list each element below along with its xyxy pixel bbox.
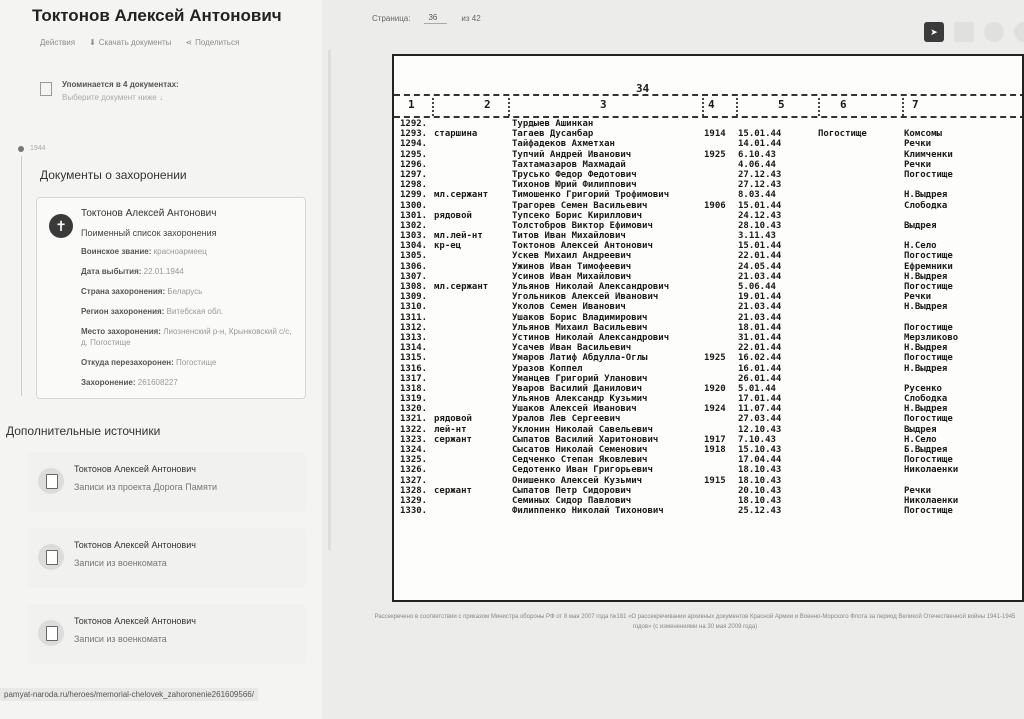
- table-cell: Ульянов Михаил Васильевич: [512, 322, 648, 333]
- table-cell: Усинов Иван Михайлович: [512, 271, 632, 282]
- table-cell: 1326.: [400, 465, 428, 476]
- table-cell: 1918: [704, 445, 726, 455]
- col-header-6: 6: [840, 98, 847, 111]
- actions-label: Действия: [40, 38, 76, 47]
- table-cell: Н.Выдрея: [904, 271, 948, 282]
- table-cell: 16.02.44: [738, 353, 782, 364]
- table-cell: Н.Село: [904, 241, 937, 252]
- documents-icon: [40, 82, 52, 96]
- table-cell: 1920: [704, 383, 726, 394]
- header-divider: [394, 116, 1024, 118]
- table-cell: Климченки: [904, 149, 953, 160]
- table-cell: Выдрея: [904, 424, 937, 435]
- col-header-7: 7: [912, 98, 919, 111]
- table-cell: 18.10.43: [738, 465, 782, 476]
- table-cell: 28.10.43: [738, 220, 782, 231]
- table-cell: 16.01.44: [738, 363, 782, 374]
- table-cell: Ефремники: [904, 261, 953, 272]
- table-cell: Речки: [904, 139, 932, 150]
- table-cell: 24.12.43: [738, 210, 782, 221]
- table-cell: старшина: [434, 129, 478, 140]
- field-value: Витебская обл.: [166, 307, 224, 316]
- table-cell: 31.01.44: [738, 332, 782, 343]
- table-cell: Трагорев Семен Васильевич: [512, 200, 648, 211]
- table-cell: 1303.: [400, 231, 428, 242]
- download-button[interactable]: [89, 38, 171, 47]
- page-number-input[interactable]: 36: [424, 13, 447, 24]
- cursor-tool-button[interactable]: [924, 22, 944, 42]
- field-label: Страна захоронения:: [81, 287, 166, 296]
- col-header-1: 1: [408, 98, 415, 111]
- table-cell: 1310.: [400, 302, 428, 313]
- table-cell: 20.10.43: [738, 485, 782, 496]
- field-value: Беларусь: [167, 287, 203, 296]
- col-header-4: 4: [708, 98, 715, 111]
- table-cell: 1328.: [400, 485, 428, 496]
- table-cell: Тагаев Дусанбар: [512, 129, 594, 140]
- source-name: Токтонов Алексей Антонович: [74, 464, 196, 474]
- table-cell: 1325.: [400, 455, 428, 466]
- table-cell: 26.01.44: [738, 373, 782, 384]
- field-value: Лиозненский р-н, Крынковский с/с, д. Погостище: [81, 327, 292, 347]
- left-panel: [0, 0, 322, 719]
- table-cell: 4.06.44: [738, 159, 776, 170]
- scrollbar[interactable]: [328, 50, 331, 550]
- table-cell: 21.03.44: [738, 312, 782, 323]
- field-country: [81, 286, 293, 297]
- table-cell: Титов Иван Михайлович: [512, 231, 626, 242]
- table-cell: Погостище: [904, 282, 953, 292]
- col-separator: [902, 98, 904, 116]
- table-cell: 1301.: [400, 210, 428, 221]
- table-cell: Уваров Василий Данилович: [512, 383, 643, 394]
- table-cell: 25.12.43: [738, 506, 782, 517]
- table-cell: Усачев Иван Васильевич: [512, 343, 632, 354]
- status-url: pamyat-naroda.ru/heroes/memorial-chelovek_zahoronenie261609566/: [0, 688, 258, 701]
- table-cell: 1304.: [400, 241, 428, 252]
- table-cell: 1313.: [400, 332, 428, 343]
- table-cell: 1322.: [400, 424, 428, 435]
- col-separator: [736, 98, 738, 116]
- table-cell: Погостище: [818, 129, 867, 140]
- table-cell: 1308.: [400, 282, 428, 292]
- field-place: [81, 326, 293, 348]
- source-name: Токтонов Алексей Антонович: [74, 616, 196, 626]
- declassification-note: Рассекречено в соответствии с приказом Министра обороны РФ от 8 мая 2007 года №181 «О рассекречивании архивных документов Красной Армии и Военно-Морского Флота за период Великой Отечественной войны 1941-1945 годов» (с изменениями на 30 мая 2009 года): [374, 614, 1016, 630]
- field-rank: [81, 246, 293, 257]
- field-region: [81, 306, 293, 317]
- table-cell: Тупсеко Борис Кириллович: [512, 210, 643, 221]
- table-cell: 1297.: [400, 169, 428, 180]
- table-cell: Уколов Семен Иванович: [512, 302, 626, 313]
- table-cell: 17.01.44: [738, 394, 782, 405]
- table-cell: 1311.: [400, 312, 428, 323]
- action-bar: [40, 38, 239, 47]
- table-cell: 1925: [704, 149, 726, 160]
- table-cell: 1312.: [400, 322, 428, 333]
- mention-block: [40, 80, 179, 102]
- table-cell: 1915: [704, 475, 726, 486]
- document-icon: [38, 544, 64, 570]
- field-label: Регион захоронения:: [81, 307, 165, 316]
- table-cell: Русенко: [904, 383, 942, 394]
- col-header-2: 2: [484, 98, 491, 111]
- viewer-toolbar: [924, 22, 1024, 42]
- table-cell: Погостище: [904, 322, 953, 333]
- field-label: Место захоронения:: [81, 327, 161, 336]
- table-cell: Речки: [904, 292, 932, 303]
- source-item[interactable]: [28, 604, 306, 664]
- table-cell: 1315.: [400, 353, 428, 364]
- table-cell: Погостище: [904, 251, 953, 262]
- table-cell: Николаенки: [904, 465, 959, 476]
- timeline-year: 1944: [30, 145, 46, 152]
- table-cell: Уразов Коппел: [512, 363, 583, 374]
- download-label: Скачать документы: [98, 38, 172, 47]
- table-cell: 27.03.44: [738, 414, 782, 425]
- table-cell: Слободка: [904, 200, 948, 211]
- table-cell: кр-ец: [434, 241, 462, 252]
- table-cell: сержант: [434, 434, 472, 445]
- table-cell: мл.сержант: [434, 190, 489, 201]
- table-cell: Ульянов Александр Кузьмич: [512, 394, 648, 405]
- table-cell: Ушаков Борис Владимирович: [512, 312, 648, 323]
- table-cell: 1305.: [400, 251, 428, 262]
- table-cell: 1321.: [400, 414, 428, 425]
- table-cell: Погостище: [904, 455, 953, 466]
- table-cell: Слободка: [904, 394, 948, 405]
- table-cell: Погостище: [904, 506, 953, 517]
- table-cell: Токтонов Алексей Антонович: [512, 241, 653, 252]
- table-cell: Погостище: [904, 353, 953, 364]
- extra-sources-heading: Дополнительные источники: [6, 424, 161, 438]
- col-separator: [702, 98, 704, 116]
- col-separator: [432, 98, 434, 116]
- table-cell: Трусько Федор Федотович: [512, 169, 637, 180]
- table-cell: Тайфадеков Ахметхан: [512, 139, 615, 150]
- pager-label: Страница:: [372, 14, 411, 23]
- table-cell: 1329.: [400, 495, 428, 506]
- table-cell: Ужинов Иван Тимофеевич: [512, 261, 632, 272]
- table-cell: 1292.: [400, 119, 428, 129]
- field-label: Дата выбытия:: [81, 267, 142, 276]
- table-cell: 12.10.43: [738, 424, 782, 435]
- col-separator: [508, 98, 510, 116]
- table-cell: 1324.: [400, 445, 428, 455]
- table-cell: Уралов Лев Сергеевич: [512, 414, 621, 425]
- download-icon: ⬇: [89, 38, 96, 47]
- table-cell: рядовой: [434, 210, 472, 221]
- table-cell: 8.03.44: [738, 190, 776, 201]
- share-icon: ⋖: [185, 38, 193, 47]
- source-desc: Записи из военкомата: [74, 634, 167, 644]
- table-cell: Сысатов Николай Семенович: [512, 445, 648, 455]
- document-viewer[interactable]: [392, 54, 1024, 602]
- table-cell: Сыпатов Василий Харитонович: [512, 434, 659, 445]
- field-label: Захоронение:: [81, 378, 136, 387]
- table-cell: Б.Выдрея: [904, 445, 948, 455]
- source-name: Токтонов Алексей Антонович: [74, 540, 196, 550]
- field-label: Откуда перезахоронен:: [81, 358, 174, 367]
- table-cell: 5.06.44: [738, 282, 776, 292]
- table-cell: Тупчий Андрей Иванович: [512, 149, 632, 160]
- table-cell: Н.Выдрея: [904, 302, 948, 313]
- table-cell: 7.10.43: [738, 434, 776, 445]
- share-label: Поделиться: [195, 38, 240, 47]
- zoom-out-button[interactable]: [1014, 22, 1024, 42]
- table-cell: Н.Выдрея: [904, 363, 948, 374]
- table-cell: 15.01.44: [738, 200, 782, 211]
- zoom-in-button[interactable]: [984, 22, 1004, 42]
- table-cell: 1294.: [400, 139, 428, 150]
- table-cell: 18.10.43: [738, 495, 782, 506]
- table-cell: 19.01.44: [738, 292, 782, 303]
- table-cell: Н.Выдрея: [904, 404, 948, 415]
- table-cell: 1307.: [400, 271, 428, 282]
- table-cell: Онишенко Алексей Кузьмич: [512, 475, 643, 486]
- table-cell: 21.03.44: [738, 271, 782, 282]
- table-cell: 1295.: [400, 149, 428, 160]
- document-icon: [38, 620, 64, 646]
- field-date: [81, 266, 293, 277]
- table-cell: Филиппенко Николай Тихонович: [512, 506, 664, 517]
- table-cell: Уманцев Григорий Уланович: [512, 373, 648, 384]
- table-cell: 27.12.43: [738, 169, 782, 180]
- field-value: красноармеец: [153, 247, 207, 256]
- field-label: Воинское звание:: [81, 247, 152, 256]
- copy-button[interactable]: [954, 22, 974, 42]
- table-cell: Комсомы: [904, 129, 942, 140]
- table-cell: 1309.: [400, 292, 428, 303]
- field-value: 22.01.1944: [143, 267, 184, 276]
- table-cell: Турдыев Ашинкан: [512, 119, 594, 129]
- table-cell: Семиных Сидор Павлович: [512, 495, 632, 506]
- table-cell: 1330.: [400, 506, 428, 517]
- mention-link[interactable]: Выберите документ ниже ↓: [62, 93, 163, 102]
- table-cell: 17.04.44: [738, 455, 782, 466]
- table-cell: 1319.: [400, 394, 428, 405]
- source-desc: Записи из военкомата: [74, 558, 167, 568]
- mention-title: Упоминается в 4 документах:: [62, 80, 179, 89]
- actions-button[interactable]: [40, 38, 75, 47]
- table-cell: 1316.: [400, 363, 428, 374]
- table-cell: 1293.: [400, 129, 428, 140]
- cursor-icon: ➤: [930, 27, 938, 37]
- table-cell: 1925: [704, 353, 726, 364]
- table-cell: 1318.: [400, 383, 428, 394]
- document-page-number: 34: [636, 82, 650, 95]
- table-cell: Ушаков Алексей Иванович: [512, 404, 637, 415]
- table-cell: мл.сержант: [434, 282, 489, 292]
- table-cell: 1924: [704, 404, 726, 415]
- table-cell: 14.01.44: [738, 139, 782, 150]
- source-item[interactable]: [28, 452, 306, 512]
- burial-card-name: Токтонов Алексей Антонович: [81, 208, 217, 219]
- table-cell: 1320.: [400, 404, 428, 415]
- table-cell: мл.лей-нт: [434, 231, 483, 242]
- table-cell: Тимошенко Григорий Трофимович: [512, 190, 670, 201]
- field-burial-id: [81, 377, 293, 388]
- table-cell: 11.07.44: [738, 404, 782, 415]
- table-cell: Умаров Латиф Абдулла-Оглы: [512, 353, 648, 364]
- source-item[interactable]: [28, 528, 306, 588]
- table-cell: Речки: [904, 159, 932, 170]
- table-cell: 27.12.43: [738, 180, 782, 191]
- table-cell: 1323.: [400, 434, 428, 445]
- table-cell: Уклонин Николай Савельевич: [512, 424, 653, 435]
- table-cell: Погостище: [904, 169, 953, 180]
- table-cell: 5.01.44: [738, 383, 776, 394]
- table-cell: 3.11.43: [738, 231, 776, 242]
- table-cell: 1296.: [400, 159, 428, 170]
- table-cell: 1914: [704, 129, 726, 140]
- burial-heading: Документы о захоронении: [40, 168, 187, 182]
- table-cell: Мерзликово: [904, 332, 959, 343]
- table-cell: рядовой: [434, 414, 472, 425]
- document-icon: [38, 468, 64, 494]
- table-cell: Ускев Михаил Андреевич: [512, 251, 632, 262]
- table-cell: 1314.: [400, 343, 428, 354]
- burial-card[interactable]: [36, 197, 306, 399]
- table-cell: Погостище: [904, 414, 953, 425]
- table-cell: Речки: [904, 485, 932, 496]
- table-cell: 1327.: [400, 475, 428, 486]
- table-cell: 6.10.43: [738, 149, 776, 160]
- burial-card-doc-type: Поименный список захоронения: [81, 228, 217, 238]
- table-cell: Толстобров Виктор Ефимович: [512, 220, 653, 231]
- table-cell: 21.03.44: [738, 302, 782, 313]
- timeline-dot: [18, 146, 24, 152]
- col-header-3: 3: [600, 98, 607, 111]
- source-desc: Записи из проекта Дорога Памяти: [74, 482, 217, 492]
- table-cell: Седченко Степан Яковлевич: [512, 455, 648, 466]
- field-value: Погостище: [176, 358, 217, 367]
- col-separator: [818, 98, 820, 116]
- table-cell: Угольников Алексей Иванович: [512, 292, 659, 303]
- table-cell: 1306.: [400, 261, 428, 272]
- table-cell: сержант: [434, 485, 472, 496]
- table-cell: 1299.: [400, 190, 428, 201]
- table-cell: 1917: [704, 434, 726, 445]
- table-cell: Седотенко Иван Григорьевич: [512, 465, 653, 476]
- table-cell: 1300.: [400, 200, 428, 211]
- table-cell: Тахтамазаров Махмадай: [512, 159, 626, 170]
- pager-total: из 42: [461, 14, 481, 23]
- table-cell: 18.01.44: [738, 322, 782, 333]
- table-cell: 22.01.44: [738, 343, 782, 354]
- table-cell: 18.10.43: [738, 475, 782, 486]
- table-cell: Н.Выдрея: [904, 190, 948, 201]
- field-reburied-from: [81, 357, 293, 368]
- table-cell: Сыпатов Петр Сидорович: [512, 485, 632, 496]
- table-cell: Выдрея: [904, 220, 937, 231]
- cross-icon: ✝: [49, 214, 73, 238]
- table-cell: 1302.: [400, 220, 428, 231]
- table-cell: Ульянов Николай Александрович: [512, 282, 670, 292]
- table-cell: Н.Выдрея: [904, 343, 948, 354]
- person-title: Токтонов Алексей Антонович: [32, 6, 282, 25]
- table-cell: Тихонов Юрий Филиппович: [512, 180, 637, 191]
- share-button[interactable]: [185, 38, 239, 47]
- col-header-5: 5: [778, 98, 785, 111]
- table-cell: лей-нт: [434, 424, 467, 435]
- field-value: 261608227: [137, 378, 178, 387]
- table-cell: 24.05.44: [738, 261, 782, 272]
- table-cell: 1906: [704, 200, 726, 211]
- table-cell: 15.01.44: [738, 129, 782, 140]
- header-divider: [394, 94, 1024, 96]
- table-cell: Н.Село: [904, 434, 937, 445]
- timeline-line: [21, 156, 22, 396]
- table-cell: 1298.: [400, 180, 428, 191]
- pager: [372, 13, 481, 24]
- table-cell: 15.01.44: [738, 241, 782, 252]
- table-cell: 22.01.44: [738, 251, 782, 262]
- table-cell: Николаенки: [904, 495, 959, 506]
- table-cell: Устинов Николай Александрович: [512, 332, 670, 343]
- table-cell: 15.10.43: [738, 445, 782, 455]
- table-cell: 1317.: [400, 373, 428, 384]
